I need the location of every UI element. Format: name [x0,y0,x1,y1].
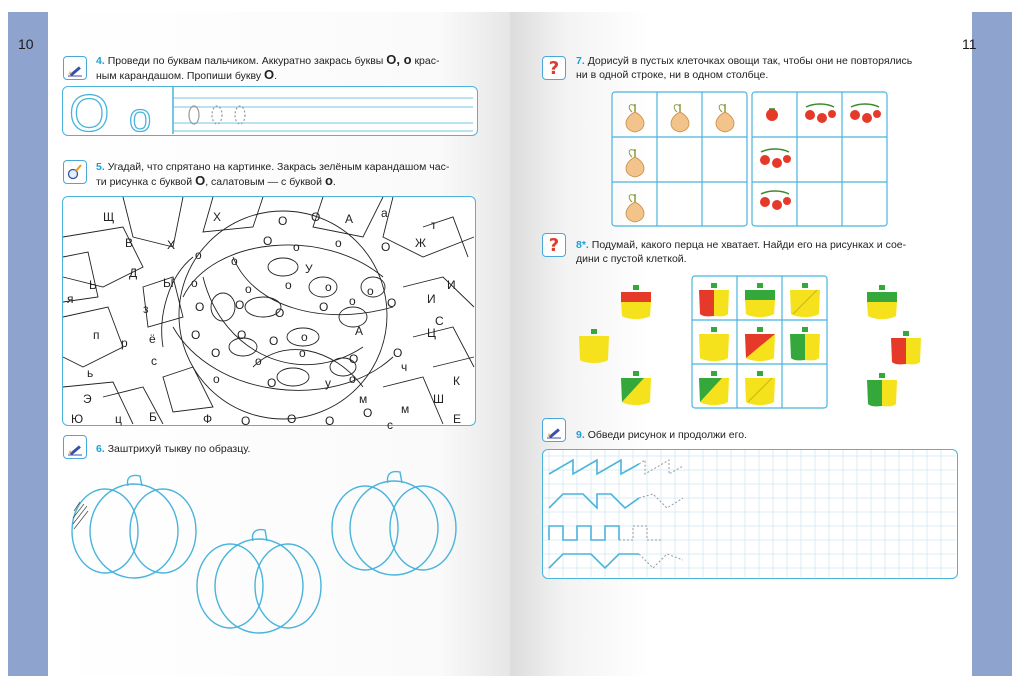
pepper-cell [699,371,729,405]
puzzle-letter: О [287,412,297,426]
pepper-choice[interactable] [891,331,921,364]
puzzle-letter: О [319,300,329,314]
puzzle-letter: ц [115,412,122,426]
task-4-text: 4. Проведи по буквам пальчиком. Аккуратно закрась буквы О, о крас- ным карандашом. Пропиши букву О. [96,52,440,82]
task-5-number: 5. [96,161,105,173]
puzzle-letter: ё [149,332,156,346]
puzzle-letter: Щ [103,210,115,224]
puzzle-letter: Ф [203,412,213,426]
puzzle-letter: К [453,374,460,388]
task-8-text: 8*. Подумай, какого перца не хватает. Найди его на рисунках и сое- дини с пустой клеткой. [576,239,907,265]
puzzle-letter: Х [213,210,222,224]
task-7-text: 7. Дорисуй в пустых клеточках овощи так, чтобы они не повторялись ни в одной строке, ни в одном столбце. [576,55,913,81]
puzzle-letter: Ь [89,278,97,292]
puzzle-letter: ь [87,366,94,380]
puzzle-letter: о [349,372,356,386]
pepper-puzzle[interactable] [570,272,930,412]
task-8-number: 8*. [576,239,589,251]
puzzle-letter: О [381,240,391,254]
puzzle-letter: О [241,414,251,428]
puzzle-letter: о [367,284,374,298]
puzzle-letter: У [305,262,313,276]
puzzle-letter: о [191,276,198,290]
puzzle-letter: О [267,376,277,390]
puzzle-letter: с [151,354,157,368]
puzzle-letter: О [269,334,279,348]
pumpkin-right[interactable] [332,472,456,575]
tomato-cell [760,149,791,168]
onion-cell [671,104,689,132]
puzzle-letter: Ш [433,392,444,406]
puzzle-letter: О [349,352,359,366]
puzzle-letter: Э [83,392,92,406]
puzzle-letter: о [335,236,342,250]
puzzle-letter: О [325,414,335,428]
vegetable-grids[interactable] [610,90,890,228]
puzzle-letter: С [435,314,444,328]
pepper-cell [699,327,729,361]
puzzle-letter: Х [167,238,176,252]
pepper-cell [745,283,775,317]
puzzle-letter: Б [149,410,157,424]
outline-letter-lower[interactable]: о [129,96,152,140]
pepper-cell [790,327,820,360]
puzzle-letter: м [359,392,368,406]
puzzle-letter: о [299,346,306,360]
coloring-puzzle[interactable] [62,196,476,432]
page-number-left: 10 [18,36,34,52]
pepper-choice[interactable] [867,285,897,319]
puzzle-letter: О [237,328,247,342]
puzzle-letter: ч [401,360,408,374]
onion-cell [716,104,734,132]
task-4-number: 4. [96,55,105,67]
puzzle-letter: з [143,302,149,316]
pepper-choice[interactable] [621,371,651,405]
pencil-icon [63,56,87,80]
left-margin-strip [8,12,48,676]
puzzle-letter: О [393,346,403,360]
puzzle-letter: Д [129,266,138,280]
puzzle-letter: Ы [163,276,174,290]
tomato-cell [805,104,836,123]
puzzle-letter: о [195,248,202,262]
tracing-grid[interactable] [542,449,958,579]
outline-letter-upper[interactable]: О [69,85,110,143]
task-6-number: 6. [96,443,105,455]
right-margin-strip [972,12,1012,676]
page-number-right: 11 [962,36,977,52]
task-5-text: 5. Угадай, что спрятано на картинке. Закрась зелёным карандашом час- ти рисунка с буквой О, салатовым — с буквой о. [96,161,450,188]
pencil-icon-2 [63,435,87,459]
puzzle-letter: т [431,218,437,232]
puzzle-letter: а [381,206,388,220]
puzzle-letter: О [263,234,273,248]
puzzle-letter: О [387,296,397,310]
puzzle-letter: о [301,330,308,344]
puzzle-letter: Ж [415,236,427,250]
puzzle-letter: О [278,214,288,228]
pepper-choice[interactable] [867,373,897,406]
puzzle-letter: с [387,418,393,432]
task-7-number: 7. [576,55,585,67]
puzzle-letter: о [349,294,356,308]
puzzle-letter: И [427,292,436,306]
puzzle-letter: п [93,328,100,342]
puzzle-letter: о [293,240,300,254]
puzzle-letter: А [355,324,364,338]
pepper-choice[interactable] [579,329,609,363]
puzzle-letter: О [275,306,285,320]
tomato-cell [850,104,881,123]
pumpkin-middle[interactable] [197,530,321,633]
question-icon-2: ? [542,233,566,257]
pumpkin-sample[interactable] [72,475,196,578]
puzzle-letter: о [245,282,252,296]
pepper-cell [790,283,820,317]
puzzle-letter: м [401,402,410,416]
puzzle-letter: О [191,328,201,342]
pencil-icon-3 [542,418,566,442]
puzzle-letter: у [325,376,331,390]
tomato-cell [766,109,778,121]
puzzle-letter: о [231,254,238,268]
task-6-text: 6. Заштрихуй тыкву по образцу. [96,443,251,455]
onion-cell [626,194,644,222]
puzzle-letter: О [363,406,373,420]
task-9-text: 9. Обведи рисунок и продолжи его. [576,429,747,441]
pepper-choice[interactable] [621,285,651,319]
pepper-cell [699,283,729,316]
puzzle-letter: о [285,278,292,292]
tomato-cell [760,191,791,210]
puzzle-letter: А [345,212,354,226]
puzzle-letter: О [211,346,221,360]
onion-cell [626,149,644,177]
puzzle-letter: Е [453,412,462,426]
pumpkins-drawing[interactable] [60,466,480,641]
letter-writing-frame[interactable] [62,85,478,143]
puzzle-letter: О [195,300,205,314]
puzzle-letter: О [311,210,321,224]
puzzle-letter: о [255,354,262,368]
question-icon: ? [542,56,566,80]
puzzle-letter: я [67,292,74,306]
puzzle-letter: о [325,280,332,294]
pepper-cell [745,371,775,405]
task-9-number: 9. [576,429,585,441]
puzzle-letter: О [235,298,245,312]
magnifier-icon [63,160,87,184]
puzzle-letter: р [121,336,128,350]
puzzle-letter: Ц [427,326,436,340]
puzzle-letter: В [125,236,134,250]
puzzle-letter: Ю [71,412,84,426]
onion-cell [626,104,644,132]
pepper-cell [745,327,775,361]
puzzle-letter: о [213,372,220,386]
puzzle-letter: И [447,278,456,292]
